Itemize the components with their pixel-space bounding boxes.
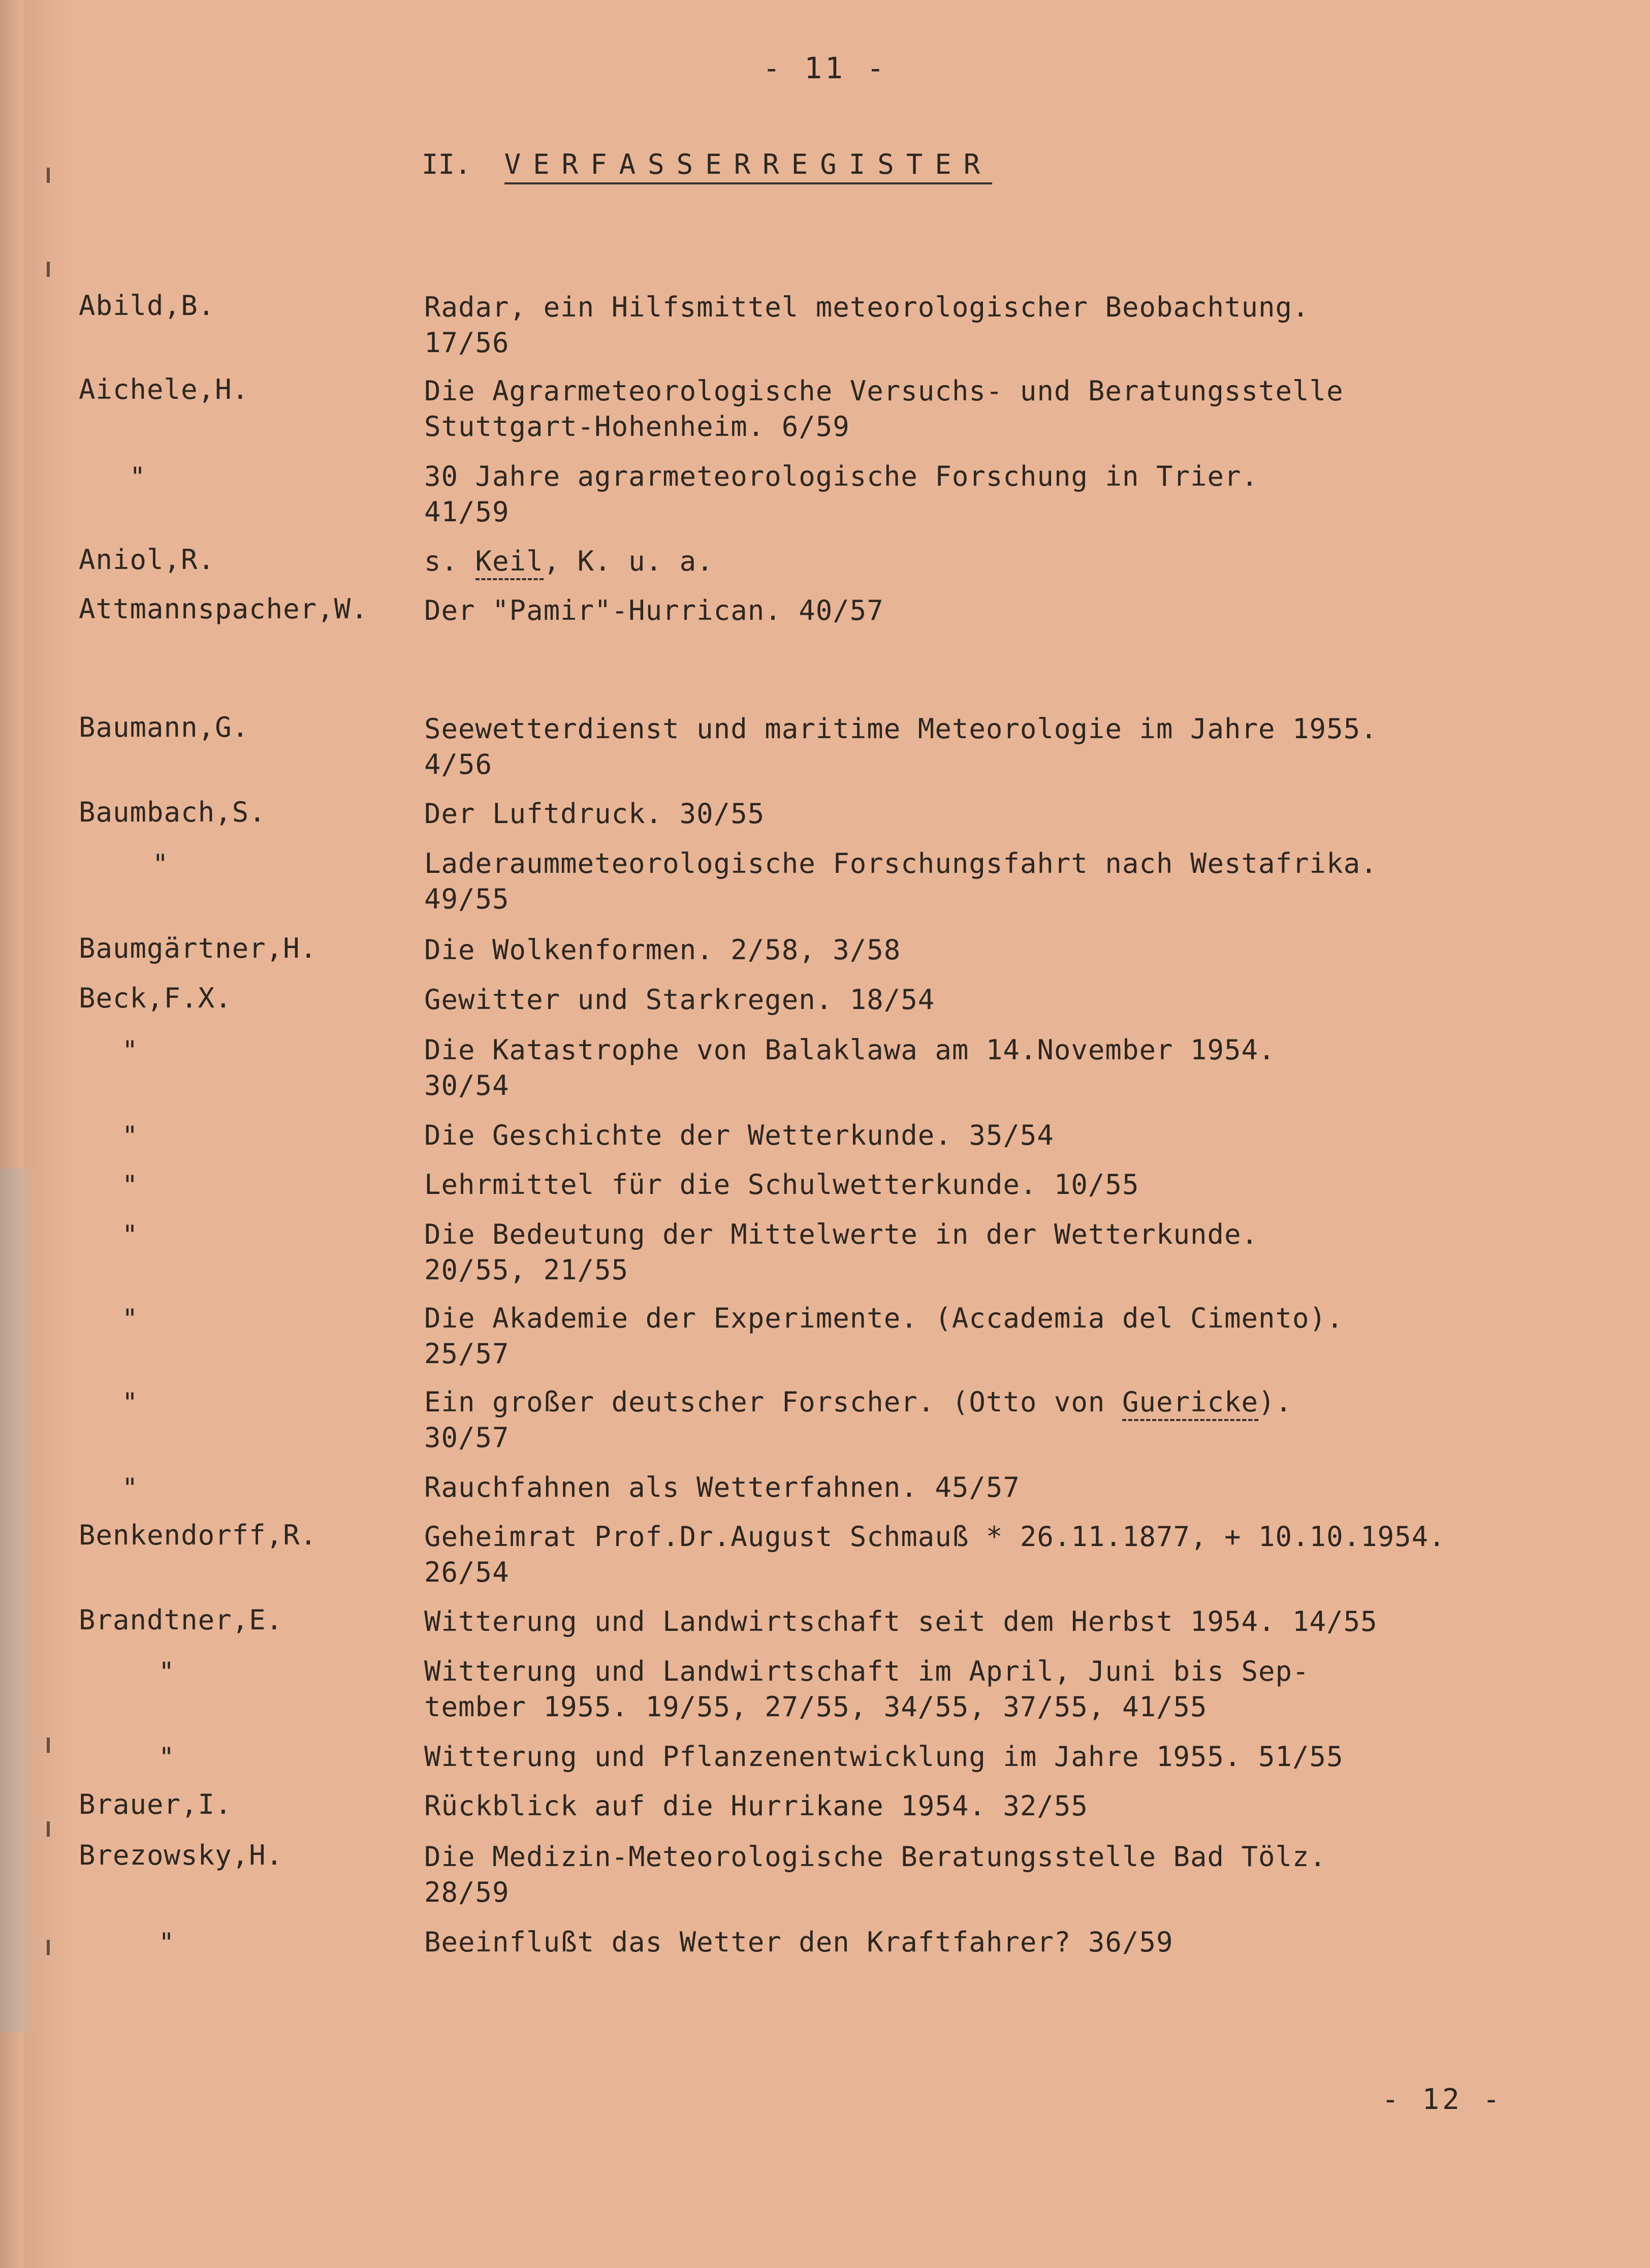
ditto-mark: " bbox=[158, 1928, 175, 1958]
author-name: Beck,F.X. bbox=[79, 982, 232, 1014]
title-line: 20/55, 21/55 bbox=[424, 1254, 629, 1286]
ditto-mark: " bbox=[152, 849, 169, 879]
author-name: Attmannspacher,W. bbox=[79, 593, 368, 625]
title-line: Stuttgart-Hohenheim. 6/59 bbox=[424, 411, 850, 443]
title-line: Die Katastrophe von Balaklawa am 14.November 1954. bbox=[424, 1034, 1276, 1066]
publication-title bbox=[424, 1470, 1593, 1505]
title-line: Seewetterdienst und maritime Meteorologie im Jahre 1955. bbox=[424, 713, 1378, 745]
ditto-mark: " bbox=[122, 1473, 138, 1503]
title-line: Gewitter und Starkregen. 18/54 bbox=[424, 984, 935, 1016]
publication-title bbox=[424, 711, 1593, 782]
title-line: Die Geschichte der Wetterkunde. 35/54 bbox=[424, 1119, 1054, 1151]
publication-title bbox=[424, 982, 1593, 1018]
publication-title bbox=[424, 1788, 1593, 1824]
page-number-top: - 11 - bbox=[763, 51, 887, 85]
ditto-mark: " bbox=[122, 1170, 138, 1201]
ditto-mark: " bbox=[122, 1121, 138, 1151]
ditto-mark: " bbox=[122, 1388, 138, 1418]
publication-title bbox=[424, 846, 1593, 917]
title-line: tember 1955. 19/55, 27/55, 34/55, 37/55, 41/55 bbox=[424, 1691, 1208, 1723]
page-number-bottom: - 12 - bbox=[1382, 2083, 1503, 2116]
ditto-mark: " bbox=[158, 1742, 175, 1773]
title-line: 17/56 bbox=[424, 327, 510, 359]
author-name: Baumgärtner,H. bbox=[79, 932, 318, 964]
publication-title bbox=[424, 1217, 1593, 1288]
ditto-mark: " bbox=[158, 1657, 175, 1687]
title-line: Die Bedeutung der Mittelwerte in der Wetterkunde. bbox=[424, 1218, 1259, 1250]
publication-title bbox=[424, 1032, 1593, 1104]
underlined-name: Guericke bbox=[1122, 1386, 1258, 1421]
title-line: 30 Jahre agrarmeteorologische Forschung in Trier. bbox=[424, 460, 1259, 492]
ditto-mark: " bbox=[130, 462, 146, 492]
title-line: Laderaummeteorologische Forschungsfahrt nach Westafrika. bbox=[424, 847, 1378, 879]
publication-title bbox=[424, 1839, 1593, 1910]
author-name: Benkendorff,R. bbox=[79, 1519, 318, 1551]
publication-title bbox=[424, 1167, 1593, 1203]
publication-title bbox=[424, 1739, 1593, 1775]
title-line: 49/55 bbox=[424, 883, 510, 915]
author-name: Baumann,G. bbox=[79, 711, 249, 743]
publication-title bbox=[424, 544, 1593, 579]
title-line: Witterung und Pflanzenentwicklung im Jahre 1955. 51/55 bbox=[424, 1741, 1344, 1773]
author-name: Brezowsky,H. bbox=[79, 1839, 283, 1871]
title-line: Witterung und Landwirtschaft im April, Juni bis Sep- bbox=[424, 1655, 1310, 1687]
title-line: s. Keil, K. u. a. bbox=[424, 544, 1593, 579]
title-line: Die Agrarmeteorologische Versuchs- und Beratungsstelle bbox=[424, 375, 1344, 407]
author-name: Baumbach,S. bbox=[79, 796, 266, 828]
publication-title bbox=[424, 1654, 1593, 1725]
author-name: Brauer,I. bbox=[79, 1788, 232, 1820]
section-number: II. bbox=[422, 148, 471, 180]
author-name: Abild,B. bbox=[79, 290, 215, 322]
title-line: Die Akademie der Experimente. (Accademia del Cimento). bbox=[424, 1302, 1344, 1334]
publication-title bbox=[424, 1925, 1593, 1960]
title-line: 25/57 bbox=[424, 1338, 510, 1370]
ditto-mark: " bbox=[122, 1304, 138, 1334]
publication-title bbox=[424, 1384, 1593, 1456]
publication-title bbox=[424, 373, 1593, 445]
title-line: Die Medizin-Meteorologische Beratungsstelle Bad Tölz. bbox=[424, 1841, 1327, 1873]
title-line: Geheimrat Prof.Dr.August Schmauß * 26.11.1877, + 10.10.1954. bbox=[424, 1521, 1446, 1553]
publication-title bbox=[424, 1118, 1593, 1153]
title-line: Witterung und Landwirtschaft seit dem Herbst 1954. 14/55 bbox=[424, 1605, 1378, 1637]
title-line: Lehrmittel für die Schulwetterkunde. 10/55 bbox=[424, 1169, 1139, 1201]
title-line: 41/59 bbox=[424, 496, 510, 528]
title-line: Rückblick auf die Hurrikane 1954. 32/55 bbox=[424, 1790, 1088, 1822]
title-line: 30/57 bbox=[424, 1422, 510, 1454]
title-line: 26/54 bbox=[424, 1556, 510, 1588]
title-line: 30/54 bbox=[424, 1069, 510, 1101]
publication-title bbox=[424, 290, 1593, 361]
publication-title bbox=[424, 1301, 1593, 1372]
ditto-mark: " bbox=[122, 1220, 138, 1250]
title-line: Die Wolkenformen. 2/58, 3/58 bbox=[424, 934, 901, 966]
publication-title bbox=[424, 796, 1593, 832]
ditto-mark: " bbox=[122, 1035, 138, 1066]
title-line: Ein großer deutscher Forscher. (Otto von Guericke). bbox=[424, 1384, 1593, 1420]
author-name: Brandtner,E. bbox=[79, 1604, 283, 1636]
publication-title bbox=[424, 593, 1593, 628]
title-line: 4/56 bbox=[424, 748, 493, 780]
title-line: Rauchfahnen als Wetterfahnen. 45/57 bbox=[424, 1471, 1020, 1503]
author-name: Aniol,R. bbox=[79, 544, 215, 576]
title-line: Beeinflußt das Wetter den Kraftfahrer? 36/59 bbox=[424, 1926, 1173, 1958]
author-name: Aichele,H. bbox=[79, 373, 249, 405]
publication-title bbox=[424, 1604, 1593, 1640]
title-line: 28/59 bbox=[424, 1876, 510, 1908]
publication-title bbox=[424, 932, 1593, 968]
title-line: Der "Pamir"-Hurrican. 40/57 bbox=[424, 594, 884, 626]
title-line: Radar, ein Hilfsmittel meteorologischer Beobachtung. bbox=[424, 291, 1310, 323]
publication-title bbox=[424, 1519, 1593, 1590]
section-title: VERFASSERREGISTER bbox=[504, 148, 993, 184]
title-line: Der Luftdruck. 30/55 bbox=[424, 798, 765, 830]
publication-title bbox=[424, 459, 1593, 530]
underlined-name: Keil bbox=[475, 545, 544, 580]
